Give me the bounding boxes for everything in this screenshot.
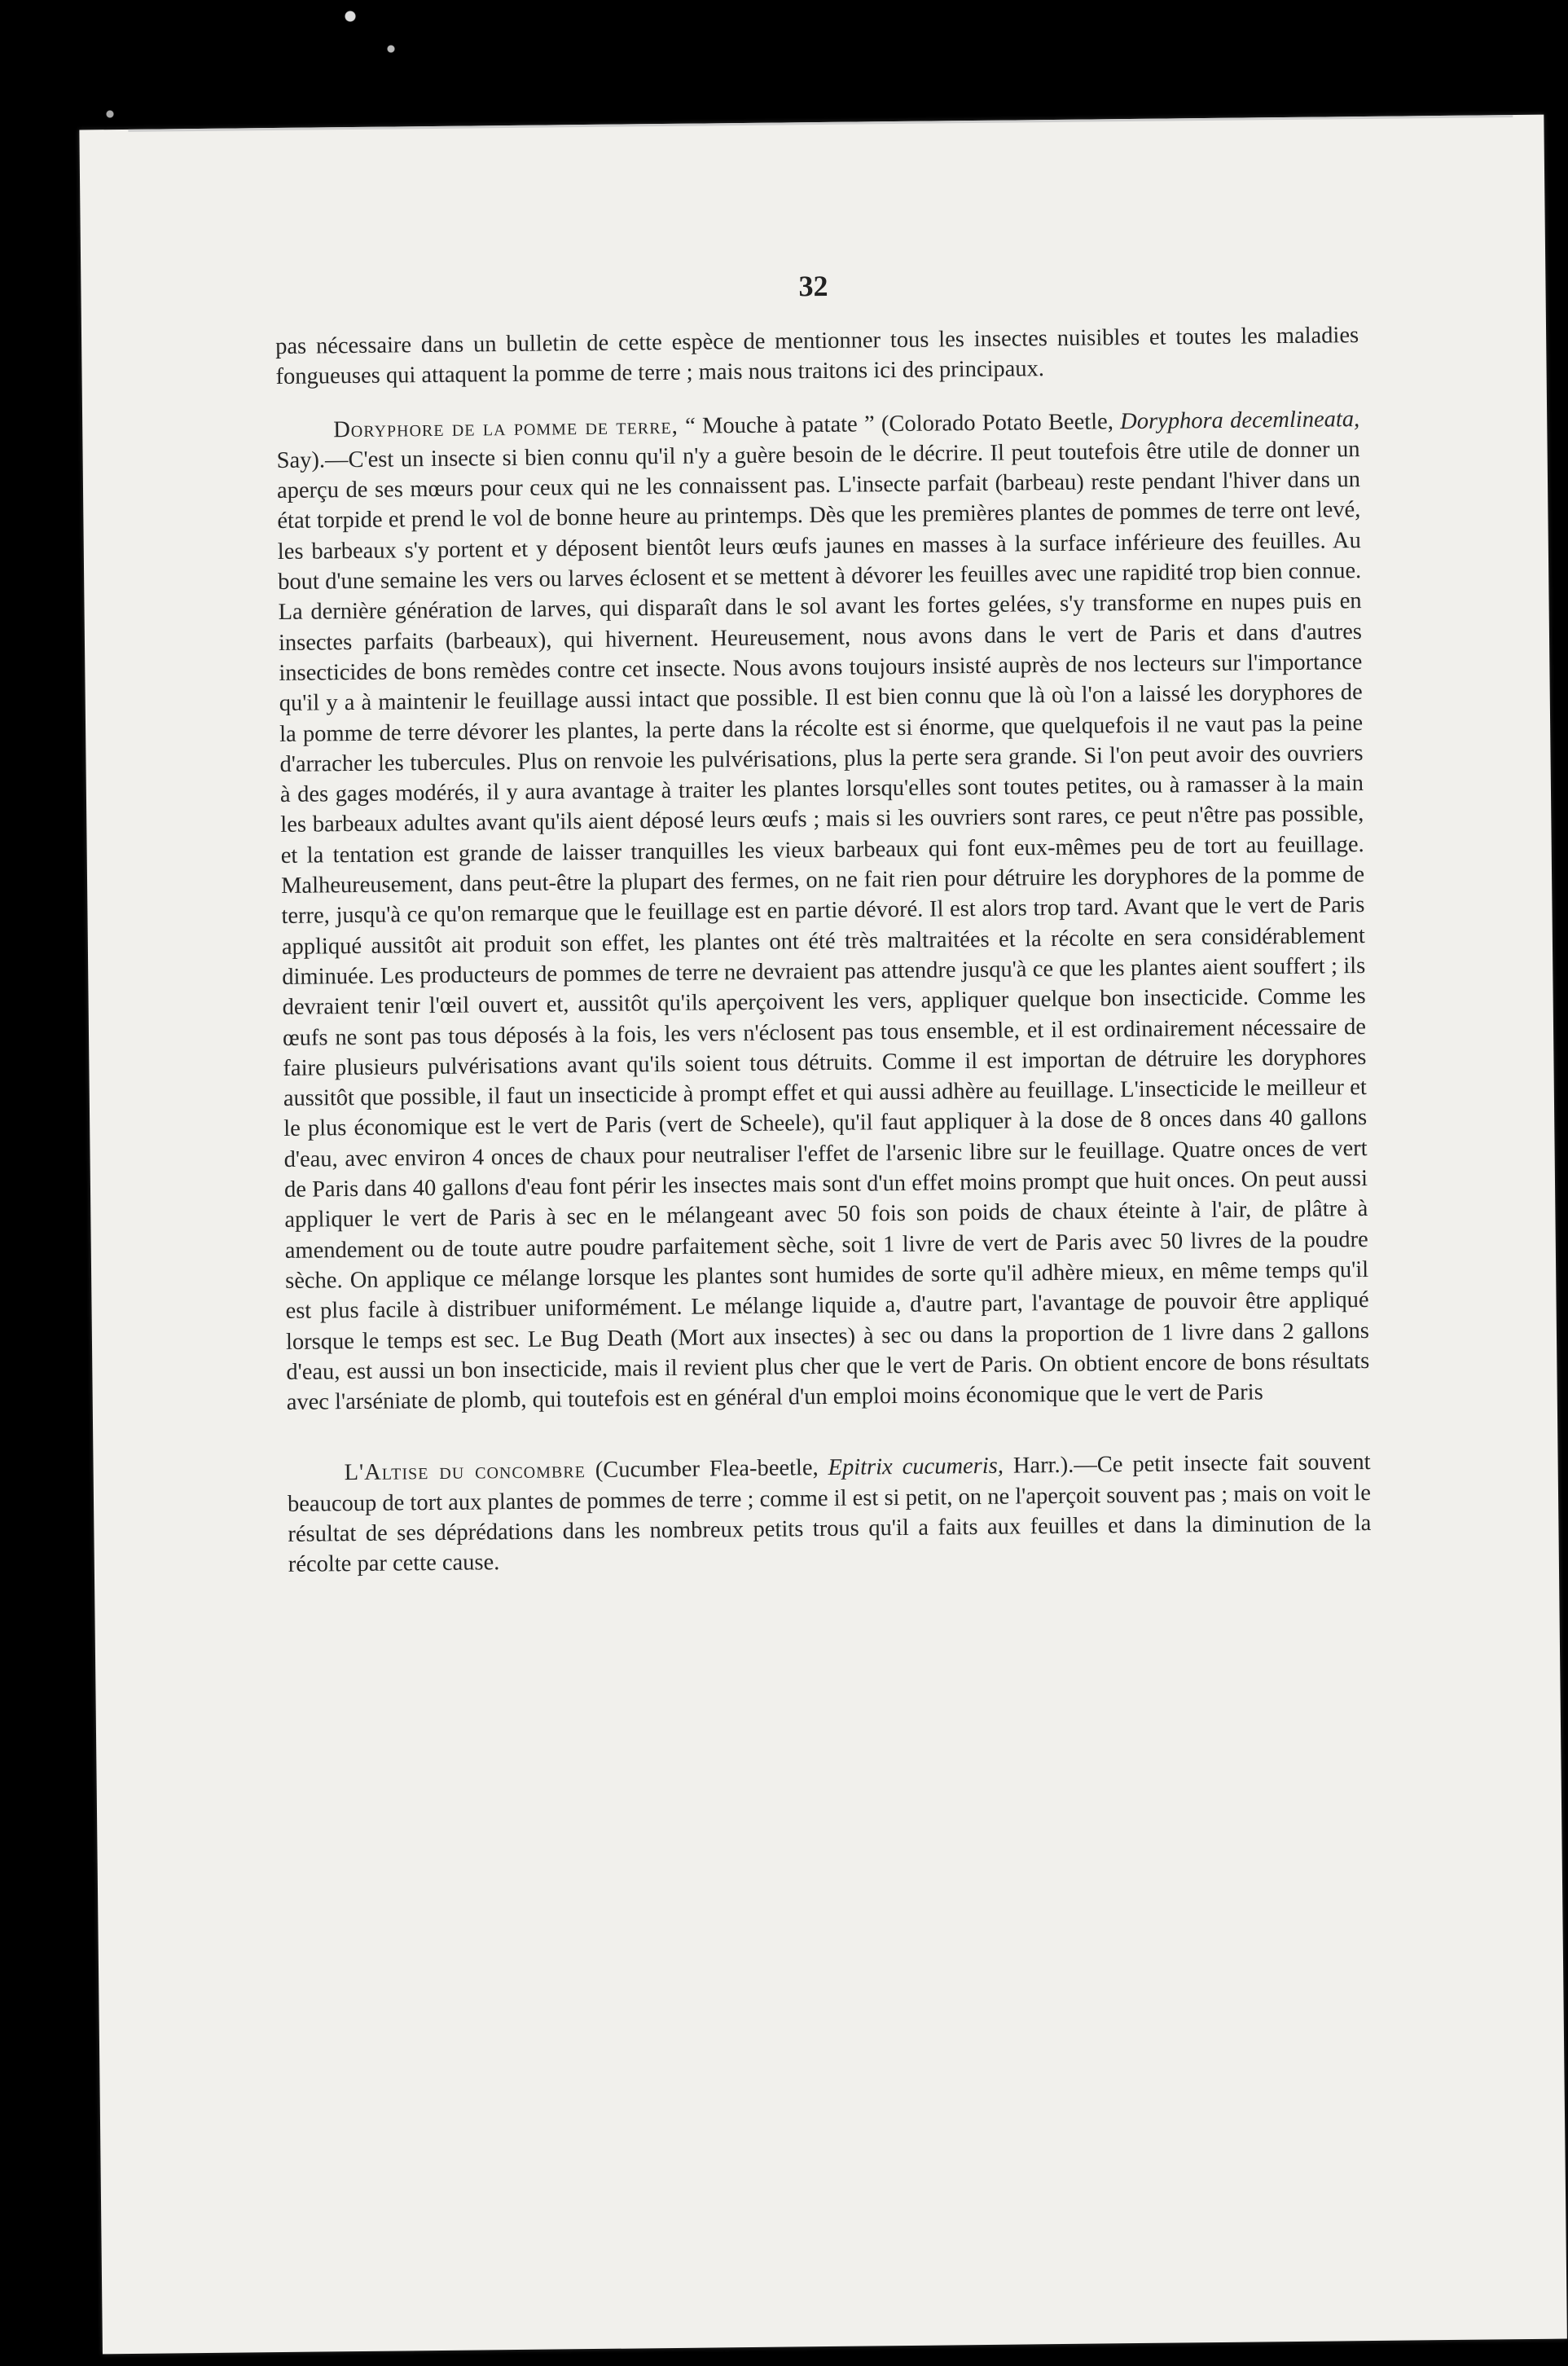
intro-paragraph: pas nécessaire dans un bulletin de cette espèce de mentionner tous les insectes nuisibles et toutes les maladies fongueuses qui attaquent la pomme de terre ; mais nous traitons ici des principaux. xyxy=(275,323,1359,390)
page-number: 32 xyxy=(798,269,828,303)
altise-body: —Ce petit insecte fait souvent beaucoup de tort aux plantes de pommes de terre ; comme il est si petit, on ne l'aperçoit souvent pas ; mais on voit le résultat de ses déprédations dans les nombreux petits trous qu'il a faits aux feuilles et dans la diminution de la récolte par cette cause. xyxy=(287,1449,1372,1578)
doryphore-paragraph xyxy=(276,404,1370,1418)
doryphore-body: —C'est un insecte si bien connu qu'il n'y a guère besoin de le décrire. Il peut toutefois être utile de donner un aperçu de ses mœurs pour ceux qui ne les connaissent pas. L'insecte parfait (barbeau) reste pendant l'hiver dans un état torpide et prend le vol de bonne heure au printemps. Dès que les premières plantes de pommes de terre ont levé, les barbeaux s'y portent et y déposent bientôt leurs œufs jaunes en masses à la surface inférieure des feuilles. Au bout d'une semaine les vers ou larves éclosent et se mettent à dévorer les feuilles avec une rapidité trop bien connue. La dernière génération de larves, qui disparaît dans le sol avant les fortes gelées, s'y transforme en nupes puis en insectes parfaits (barbeaux), qui hivernent. Heureusement, nous avons dans le vert de Paris et dans d'autres insecticides de bons remèdes contre cet insecte. Nous avons toujours insisté auprès de nos lecteurs sur l'importance qu'il y a à maintenir le feuillage aussi intact que possible. Il est bien connu que là où l'on a laissé les doryphores de la pomme de terre dévorer les plantes, la perte dans la récolte est si énorme, que quelquefois il ne vaut pas la peine d'arracher les tubercules. Plus on renvoie les pulvérisations, plus la perte sera grande. Si l'on peut avoir des ouvriers à des gages modérés, il y aura avantage à traiter les plantes lorsqu'elles sont toutes petites, ou à ramasser à la main les barbeaux adultes avant qu'ils aient déposé leurs œufs ; mais si les ouvriers sont rares, ce peut n'être pas possible, et la tentation est grande de laisser tranquilles les vieux barbeaux qui font eux-mêmes peu de tort au feuillage. Malheureusement, dans peut-être la plupart des fermes, on ne fait rien pour détruire les doryphores de la pomme de terre, jusqu'à ce qu'on remarque que le feuillage est en partie dévoré. Il est alors trop tard. Avant que le vert de Paris appliqué aussitôt ait produit son effet, les plantes ont été très maltraitées et la récolte en sera considérablement diminuée. Les producteurs de pommes de terre ne devraient pas attendre jusqu'à ce que les plantes aient souffert ; ils devraient tenir l'œil ouvert et, aussitôt qu'ils aperçoivent les vers, appliquer quelque bon insecticide. Comme les œufs ne sont pas tous déposés à la fois, les vers n'éclosent pas tous ensemble, et il est ordinairement nécessaire de faire plusieurs pulvérisations avant qu'ils soient tous détruits. Comme il est importan de détruire les doryphores aussitôt que possible, il faut un insecticide à prompt effet et qui aussi adhère au feuillage. L'insecticide le meilleur et le plus économique est le vert de Paris (vert de Scheele), qu'il faut appliquer à la dose de 8 onces dans 40 gallons d'eau, avec environ 4 onces de chaux pour neutraliser l'effet de l'arsenic libre sur le feuillage. Quatre onces de vert de Paris dans 40 gallons d'eau font périr les insectes mais sont d'un effet moins prompt que huit onces. On peut aussi appliquer le vert de Paris à sec en le mélangeant avec 50 fois son poids de chaux éteinte à l'air, de plâtre à amendement ou de toute autre poudre parfaitement sèche, soit 1 livre de vert de Paris avec 50 livres de la poudre sèche. On applique ce mélange lorsque les plantes sont humides de sorte qu'il adhère mieux, en même temps qu'il est plus facile à distribuer uniformément. Le mélange liquide a, d'autre part, l'avantage de pouvoir être appliqué lorsque le temps est sec. Le Bug Death (Mort aux insectes) à sec ou dans la proportion de 1 livre dans 2 gallons d'eau, est aussi un bon insecticide, mais il revient plus cher que le vert de Paris. On obtient encore de bons résultats avec l'arséniate de plomb, qui toutefois est en général d'un emploi moins économique que le vert de Paris xyxy=(276,436,1370,1416)
doryphore-heading: Doryphore de la pomme de terre, xyxy=(333,413,679,442)
doryphore-author: Say). xyxy=(276,447,326,473)
altise-heading: L'Altise du concombre xyxy=(344,1458,586,1486)
altise-common-name: (Cucumber Flea-beetle, xyxy=(585,1455,828,1484)
body-text xyxy=(275,320,1372,1580)
altise-paragraph xyxy=(287,1447,1371,1580)
doryphore-common-name: “ Mouche à patate ” (Colorado Potato Beetle, xyxy=(678,408,1121,439)
doryphore-latin-name: Doryphora decemlineata, xyxy=(1119,406,1360,434)
altise-author: Harr.). xyxy=(1003,1453,1074,1480)
book-page xyxy=(79,115,1566,2355)
altise-latin-name: Epitrix cucumeris, xyxy=(828,1453,1004,1481)
